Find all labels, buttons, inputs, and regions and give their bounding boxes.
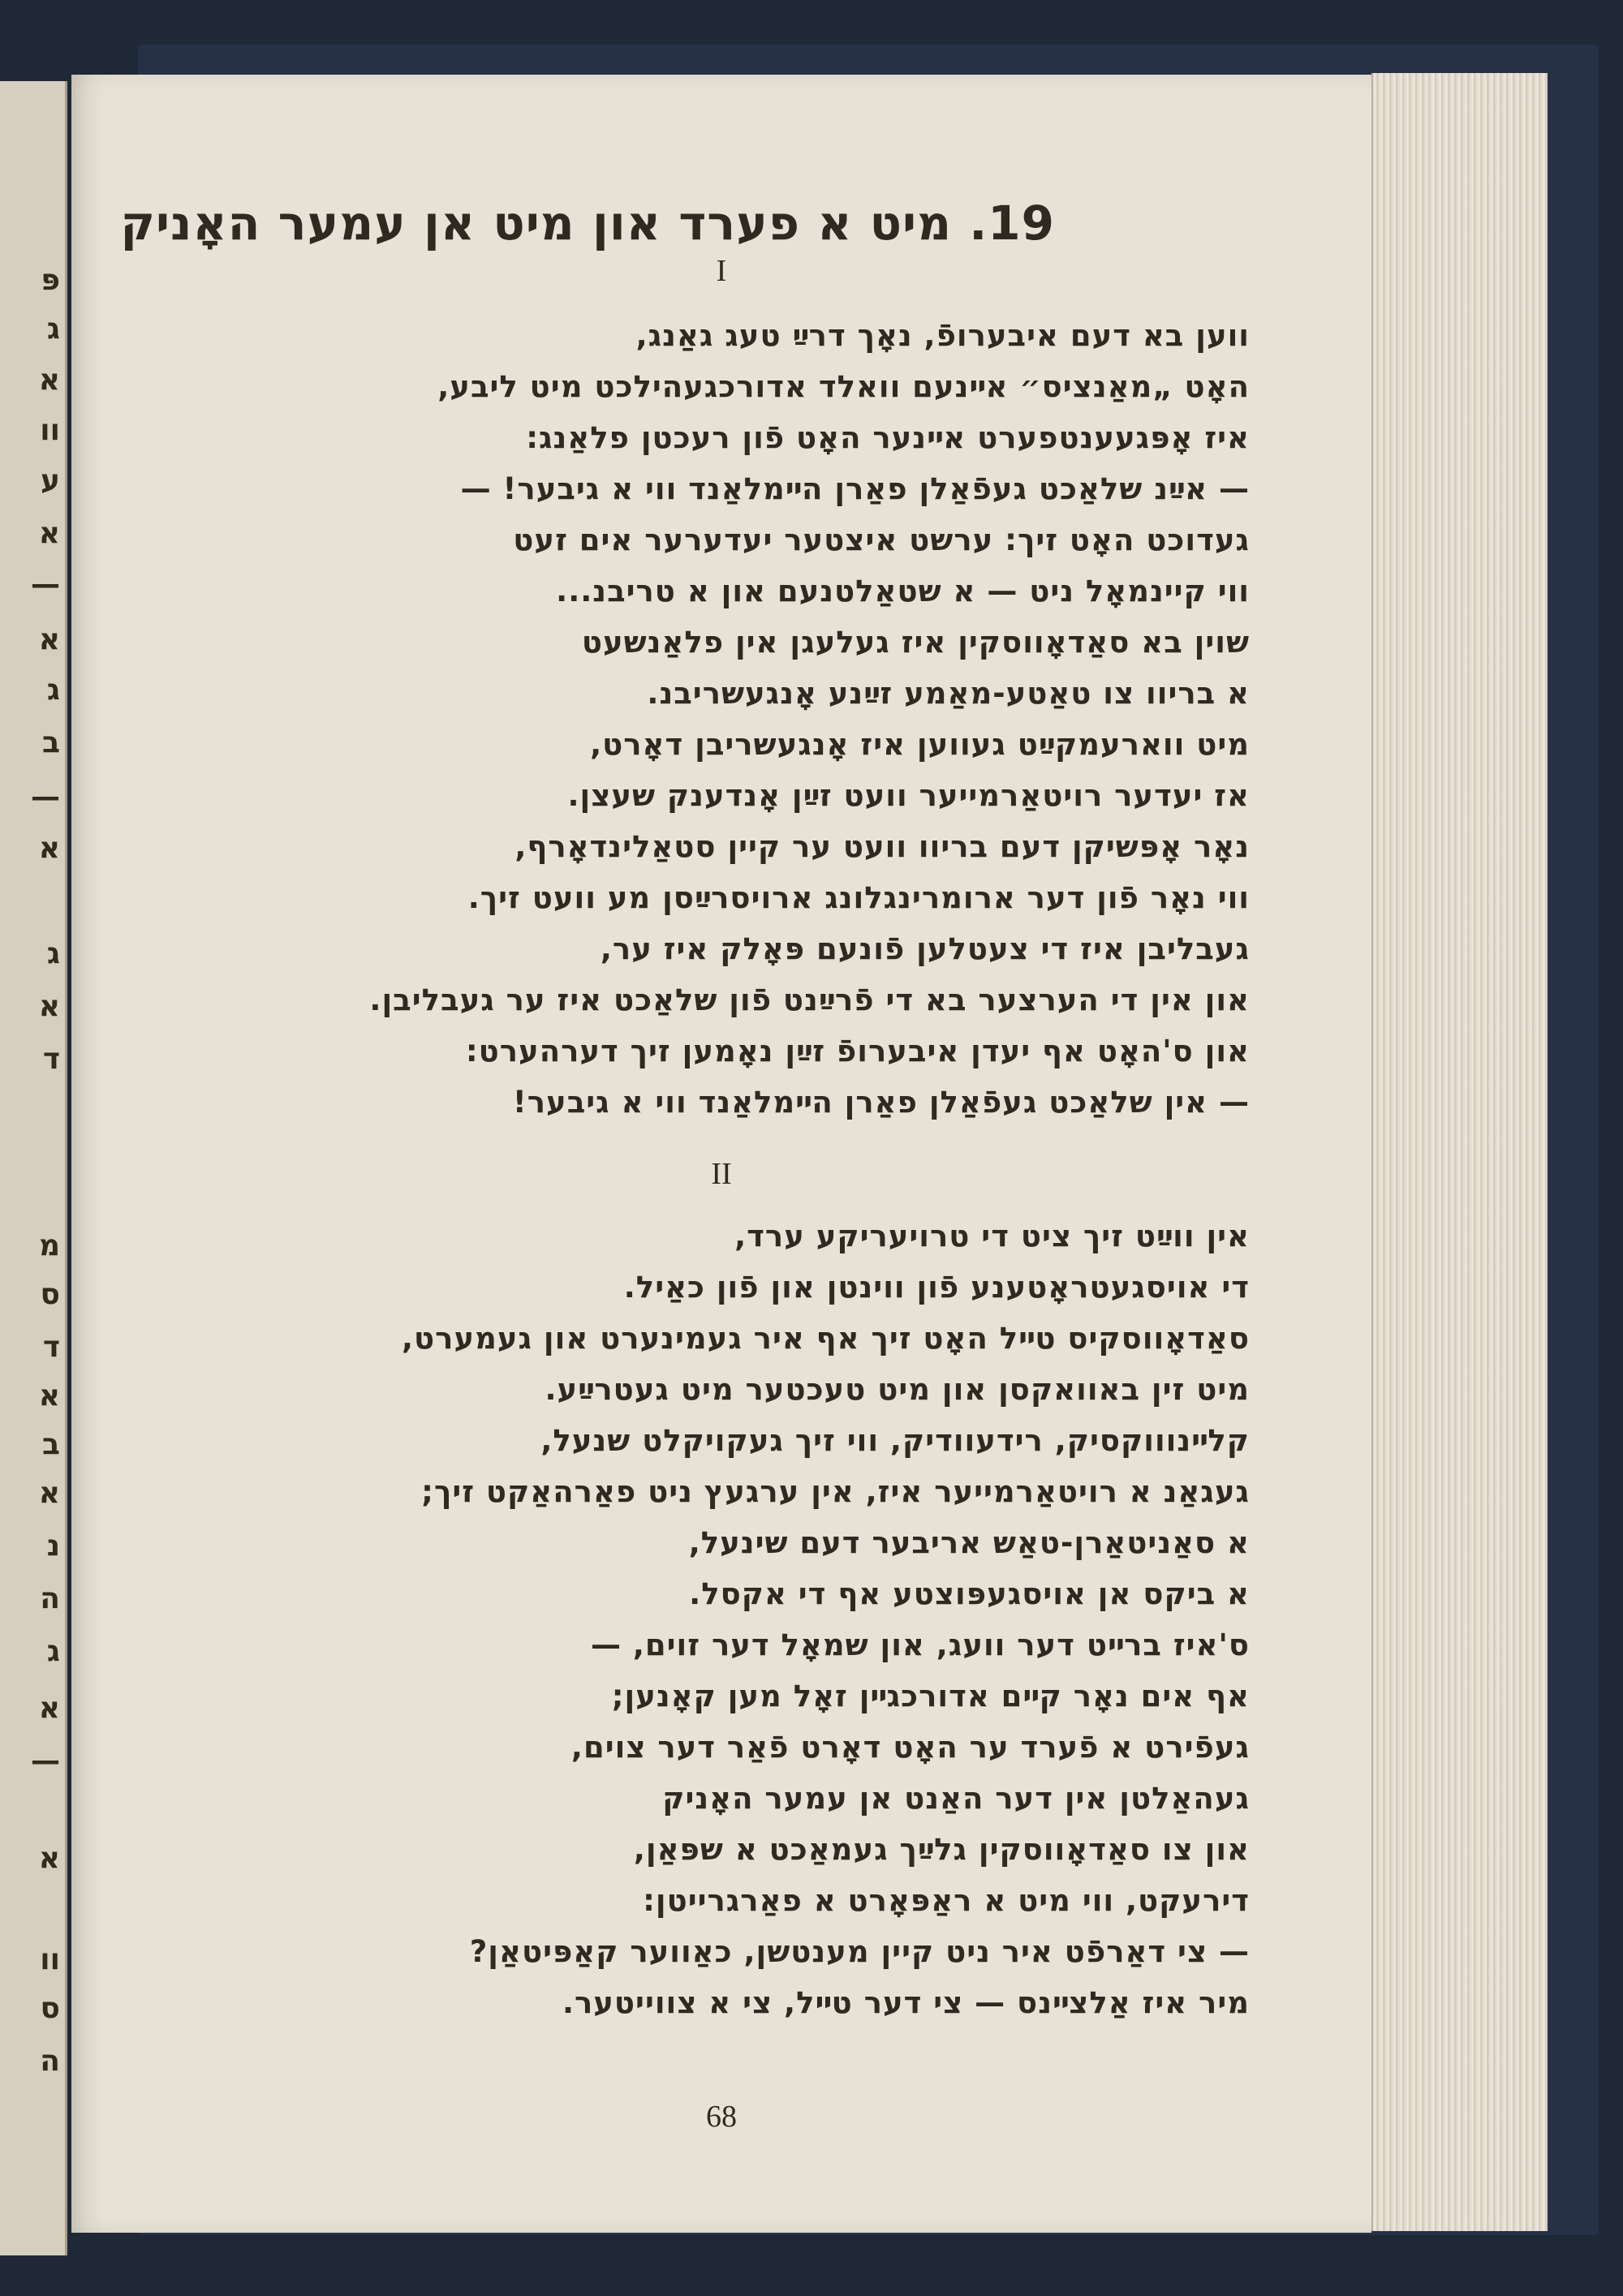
left-page-fragment: ס [40, 1278, 60, 1311]
left-page-fragment: ה [40, 1582, 60, 1615]
left-page-fragment: ס [40, 1992, 60, 2025]
left-page-fragment: וו [40, 1943, 60, 1976]
left-page-fragment: וו [40, 414, 60, 447]
verse-line: מיט ווארעמקײַט געווען איז אָנגעשריבן דאָרט, [590, 727, 1250, 762]
verse-line: געבליבן איז די צעטלען פֿונעם פּאָלק איז ער, [600, 931, 1250, 966]
left-page-fragment: א [38, 1379, 60, 1412]
verse-line: ווען בא דעם איבערופֿ, נאָך דרײַ טעג גאַנג, [635, 318, 1250, 353]
verse-line: — אין שלאַכט געפֿאַלן פאַרן הײמלאַנד ווי א גיבער! [512, 1085, 1250, 1120]
verse-line: ווי נאָר פֿון דער ארומרינגלונג ארויסרײַסן מע וועט זיך. [467, 880, 1250, 915]
verse-line: קלײנוווקסיק, רידעוודיק, ווי זיך געקויקלט שנעל, [540, 1423, 1250, 1458]
verse-line: איז אָפּגעענטפערט אײנער האָט פֿון רעכטן פלאַנג: [526, 420, 1250, 455]
left-page-fragment: — [31, 780, 60, 814]
left-page-fragment: פּ [41, 264, 60, 297]
verse-line: געפֿירט א פֿערד ער האָט דאָרט פֿאַר דער צוים, [570, 1730, 1250, 1765]
page-number: 68 [706, 2100, 737, 2134]
left-page-fragment: ה [40, 2044, 60, 2078]
verse-line: ווי קיינמאָל ניט — א שטאַלטנעם און א טריבנ... [556, 574, 1250, 608]
verse-line: און אין די הערצער בא די פֿרײַנט פֿון שלאַכט איז ער געבליבן. [369, 982, 1250, 1017]
left-page-fragment: א [38, 1842, 60, 1875]
verse-line: געדוכט האָט זיך: ערשט איצטער יעדערער אים זעט [513, 522, 1250, 557]
section-numeral: I [716, 254, 727, 288]
left-page-fragment: מ [38, 1229, 60, 1262]
verse-line: א ביקס אן אויסגעפּוצטע אף די אקסל. [689, 1576, 1250, 1611]
section-numeral: II [711, 1157, 732, 1191]
verse-line: אז יעדער רויטאַרמייער וועט זײַן אָנדענק שעצן. [567, 778, 1250, 813]
left-page-fragment: א [38, 990, 60, 1023]
left-page-fragment: ב [42, 726, 60, 759]
verse-line: — אײַנ שלאַכט געפֿאַלן פאַרן הײמלאַנד ווי א גיבער! — [460, 471, 1250, 506]
left-page-fragment: א [38, 517, 60, 550]
verse-line: די אויסגעטראָטענע פֿון ווינטן און פֿון כאַיל. [623, 1270, 1250, 1305]
verse-line: מיט זין באוואקסן און מיט טעכטער מיט געטרײַע. [545, 1372, 1250, 1407]
left-page-fragment: — [31, 568, 60, 601]
verse-line: שוין בא סאַדאָווסקין איז געלעגן אין פלאַנשעט [581, 625, 1250, 660]
left-page-fragment: א [38, 623, 60, 656]
left-page-fragment: ב [42, 1428, 60, 1461]
left-page-fragment: ד [42, 1043, 60, 1076]
left-page-fragment: א [38, 1692, 60, 1725]
poem-title: 19. מיט א פערד און מיט אן עמער האָניק [120, 195, 1055, 251]
book-page [71, 75, 1371, 2233]
page-stack-edges [1371, 73, 1548, 2231]
left-page-fragment: א [38, 832, 60, 865]
left-page-fragment: — [31, 1744, 60, 1778]
verse-line: מיר איז אַלצײנס — צי דער טײל, צי א צווייטער. [562, 1985, 1250, 2020]
verse-line: געגאַנ א רויטאַרמייער איז, אין ערגעץ ניט פאַרהאַקט זיך; [421, 1474, 1250, 1509]
verse-line: און ס'האָט אף יעדן איבערופֿ זײַן נאָמען זיך דערהערט: [465, 1034, 1250, 1068]
verse-line: א סאַניטאַרן-טאַש אריבער דעם שינעל, [688, 1525, 1250, 1560]
left-page-fragment: ג [46, 673, 60, 707]
left-page-fragment: ג [46, 312, 60, 346]
verse-line: אף אים נאָר קײם אדורכגײן זאָל מען קאָנען; [611, 1679, 1250, 1713]
left-page-edge [0, 81, 67, 2255]
verse-line: ס'איז ברײט דער וועג, און שמאָל דער זוים, — [590, 1627, 1250, 1662]
verse-line: דירעקט, ווי מיט א ראַפּאָרט א פאַרגרייטן: [643, 1883, 1250, 1918]
left-page-fragment: נ [46, 1529, 60, 1563]
left-page-fragment: ג [46, 937, 60, 970]
verse-line: געהאַלטן אין דער האַנט אן עמער האָניק [662, 1781, 1250, 1816]
verse-line: נאָר אָפּשיקן דעם בריוו וועט ער קיין סטאַלינדאָרף, [514, 829, 1250, 864]
verse-line: א בריוו צו טאַטע-מאַמע זײַנע אָנגעשריבנ. [647, 676, 1250, 711]
left-page-fragment: א [38, 363, 60, 397]
verse-line: — צי דאַרפֿט איר ניט קיין מענטשן, כאַווער קאַפּיטאַן? [469, 1934, 1250, 1969]
verse-line: און צו סאַדאָווסקין גלײַך געמאַכט א שפּאַן, [633, 1832, 1250, 1867]
left-page-fragment: ע [41, 464, 60, 497]
left-page-fragment: א [38, 1477, 60, 1510]
verse-line: אין ווײַט זיך ציט די טרויעריקע ערד, [734, 1219, 1250, 1253]
left-page-fragment: ד [42, 1331, 60, 1364]
verse-line: האָט „מאַנציס״ אײנעם וואלד אדורכגעהילכט מיט ליבע, [437, 369, 1250, 404]
verse-line: סאַדאָווסקיס טײל האָט זיך אף איר געמינערט און געמערט, [401, 1321, 1250, 1356]
left-page-fragment: ג [46, 1635, 60, 1668]
